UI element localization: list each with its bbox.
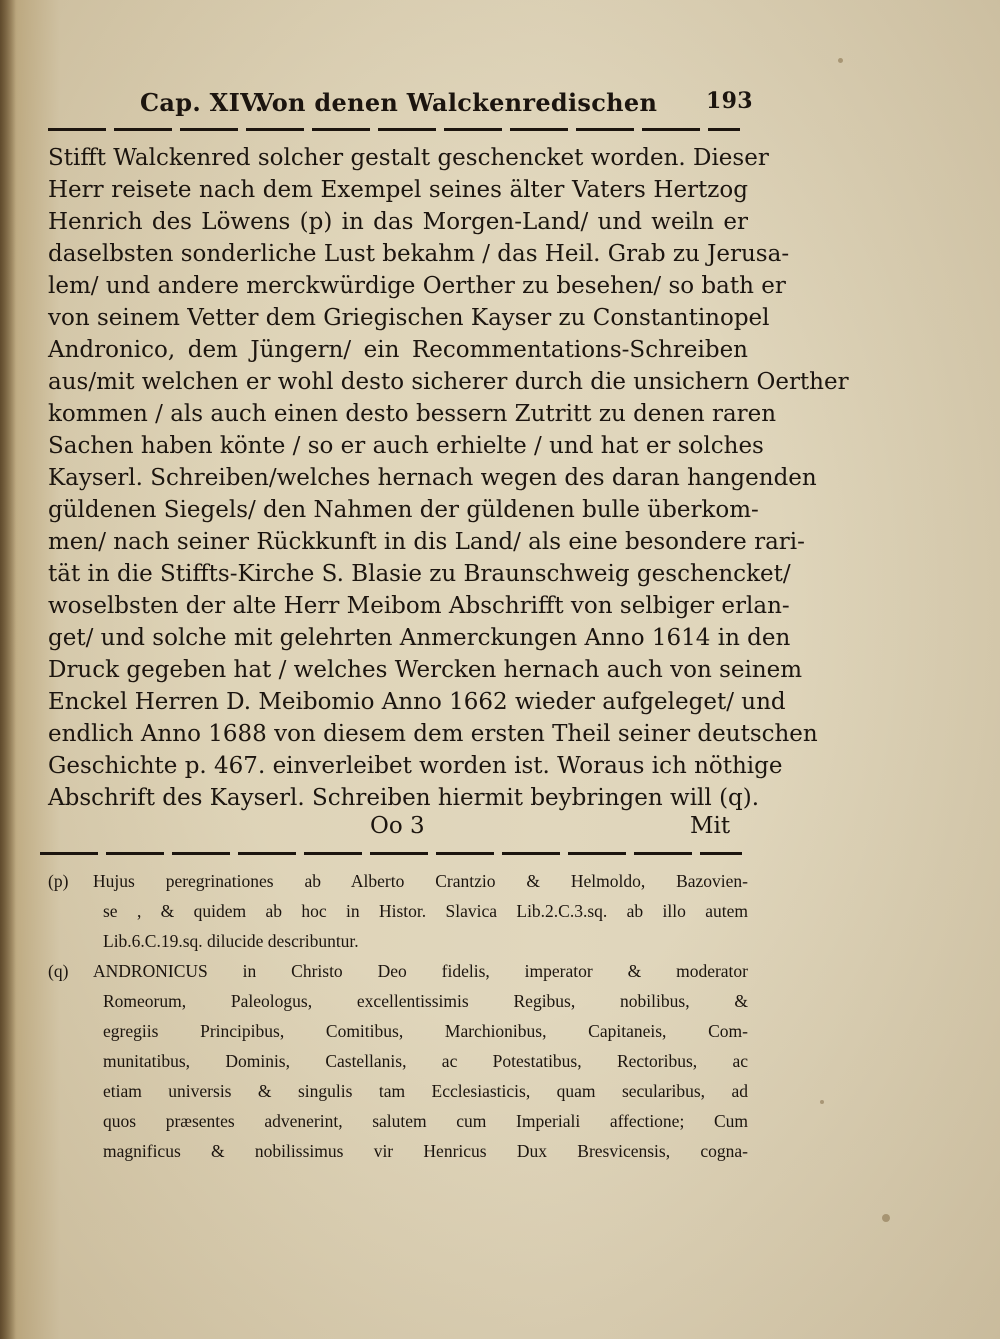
footnote-line: munitatibus, Dominis, Castellanis, ac Potestatibus, Rectoribus, ac bbox=[103, 1051, 748, 1071]
text-line: get/ und solche mit gelehrten Anmerckungen Anno 1614 in den bbox=[48, 625, 791, 651]
footnote-q bbox=[48, 956, 748, 1166]
footnote-marker: (q) bbox=[48, 961, 69, 981]
footnote-p bbox=[48, 866, 748, 956]
catchword: Mit bbox=[690, 813, 731, 839]
text-line: Geschichte p. 467. einverleibet worden ist. Woraus ich nöthige bbox=[48, 753, 783, 779]
text-line: endlich Anno 1688 von diesem dem ersten Theil seiner deutschen bbox=[48, 721, 818, 747]
text-line: daselbsten sonderliche Lust bekahm / das Heil. Grab zu Jerusa- bbox=[48, 241, 790, 267]
running-title: Von denen Walckenredischen bbox=[255, 88, 658, 117]
footnote-line: egregiis Principibus, Comitibus, Marchionibus, Capitaneis, Com- bbox=[103, 1021, 748, 1041]
text-line: aus/mit welchen er wohl desto sicherer durch die unsichern Oerther bbox=[48, 369, 849, 395]
footnote-rule bbox=[40, 852, 742, 855]
text-line: Herr reisete nach dem Exempel seines älter Vaters Hertzog bbox=[48, 177, 748, 203]
signature-mark: Oo 3 bbox=[370, 813, 425, 839]
footnote-line: magnificus & nobilissimus vir Henricus Dux Bresvicensis, cogna- bbox=[103, 1141, 748, 1161]
text-line: tät in die Stiffts-Kirche S. Blasie zu Braunschweig geschencket/ bbox=[48, 561, 791, 587]
page-number: 193 bbox=[706, 88, 753, 114]
footnote-marker: (p) bbox=[48, 871, 69, 891]
text-line: Stifft Walckenred solcher gestalt geschencket worden. Dieser bbox=[48, 145, 769, 171]
text-line: Henrich des Löwens (p) in das Morgen-Land/ und weiln er bbox=[48, 209, 748, 235]
paper-speck bbox=[838, 58, 843, 63]
page-gutter-shadow bbox=[0, 0, 16, 1339]
text-line: Kayserl. Schreiben/welches hernach wegen des daran hangenden bbox=[48, 465, 817, 491]
header-rule bbox=[48, 128, 740, 131]
footnote-line: quos præsentes advenerint, salutem cum Imperiali affectione; Cum bbox=[103, 1111, 748, 1131]
text-line: men/ nach seiner Rückkunft in dis Land/ als eine besondere rari- bbox=[48, 529, 805, 555]
footnote-line: Lib.6.C.19.sq. dilucide describuntur. bbox=[103, 931, 359, 951]
text-line: Abschrift des Kayserl. Schreiben hiermit beybringen will (q). bbox=[48, 785, 760, 811]
text-line: woselbsten der alte Herr Meibom Abschrifft von selbiger erlan- bbox=[48, 593, 790, 619]
footnote-line: Romeorum, Paleologus, excellentissimis Regibus, nobilibus, & bbox=[103, 991, 748, 1011]
footnote-line: se , & quidem ab hoc in Histor. Slavica Lib.2.C.3.sq. ab illo autem bbox=[103, 901, 748, 921]
paper-speck bbox=[820, 1100, 824, 1104]
footnote-line: Hujus peregrinationes ab Alberto Crantzio & Helmoldo, Bazovien- bbox=[93, 871, 748, 891]
main-text bbox=[48, 142, 849, 814]
text-line: von seinem Vetter dem Griegischen Kayser zu Constantinopel bbox=[48, 305, 770, 331]
footnote-line: etiam universis & singulis tam Ecclesiasticis, quam secularibus, ad bbox=[103, 1081, 748, 1101]
text-line: Andronico, dem Jüngern/ ein Recommentations-Schreiben bbox=[48, 337, 748, 363]
text-line: güldenen Siegels/ den Nahmen der güldenen bulle überkom- bbox=[48, 497, 759, 523]
running-header bbox=[140, 88, 753, 118]
chapter-label: Cap. XIV. bbox=[140, 88, 264, 117]
text-line: lem/ und andere merckwürdige Oerther zu besehen/ so bath er bbox=[48, 273, 786, 299]
text-line: Sachen haben könte / so er auch erhielte / und hat er solches bbox=[48, 433, 764, 459]
footnotes bbox=[48, 866, 748, 1166]
paper-speck bbox=[882, 1214, 890, 1222]
text-line: Enckel Herren D. Meibomio Anno 1662 wieder aufgeleget/ und bbox=[48, 689, 786, 715]
text-line: kommen / als auch einen desto bessern Zutritt zu denen raren bbox=[48, 401, 777, 427]
footnote-line: ANDRONICUS in Christo Deo fidelis, imperator & moderator bbox=[93, 961, 748, 981]
text-line: Druck gegeben hat / welches Wercken hernach auch von seinem bbox=[48, 657, 803, 683]
